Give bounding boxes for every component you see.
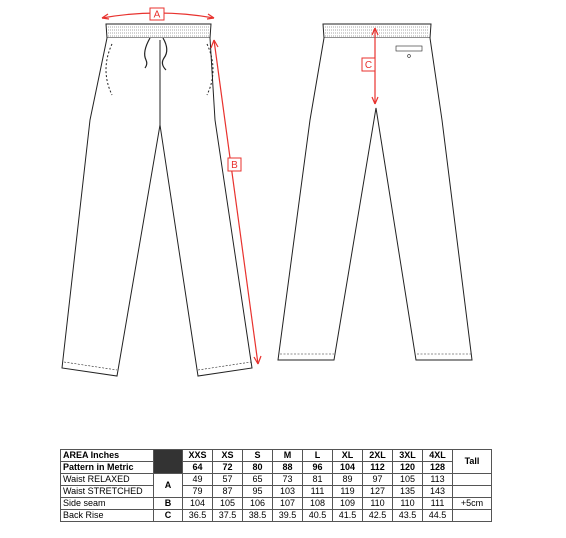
table-cell: 110 [363, 498, 393, 510]
header-dark-cell [154, 450, 183, 474]
metric-row [61, 462, 492, 474]
marker-a-label: A [153, 9, 161, 21]
table-cell: 89 [333, 474, 363, 486]
table-cell: 95 [243, 486, 273, 498]
table-row [61, 498, 492, 510]
table-cell: 42.5 [363, 510, 393, 522]
row-label: Waist RELAXED [61, 474, 154, 486]
metric-cell: 72 [213, 462, 243, 474]
front-view-pants [62, 24, 252, 376]
table-row [61, 510, 492, 522]
table-cell: 44.5 [423, 510, 453, 522]
metric-cell: 80 [243, 462, 273, 474]
tall-cell: +5cm [453, 498, 492, 510]
row-code: A [154, 474, 183, 498]
table-cell: 110 [393, 498, 423, 510]
row-label: Side seam [61, 498, 154, 510]
table-cell: 40.5 [303, 510, 333, 522]
table-cell: 135 [393, 486, 423, 498]
size-l: L [303, 450, 333, 462]
table-cell: 127 [363, 486, 393, 498]
size-chart-table [60, 449, 492, 522]
size-xxs: XXS [183, 450, 213, 462]
table-cell: 39.5 [273, 510, 303, 522]
metric-label: Pattern in Metric [61, 462, 154, 474]
size-4xl: 4XL [423, 450, 453, 462]
table-cell: 79 [183, 486, 213, 498]
table-cell: 108 [303, 498, 333, 510]
table-cell: 36.5 [183, 510, 213, 522]
metric-cell: 112 [363, 462, 393, 474]
tall-header: Tall [453, 450, 492, 474]
table-cell: 109 [333, 498, 363, 510]
marker-c-label: C [364, 60, 373, 71]
size-s: S [243, 450, 273, 462]
table-cell: 105 [213, 498, 243, 510]
table-cell: 49 [183, 474, 213, 486]
metric-cell: 88 [273, 462, 303, 474]
table-cell: 43.5 [393, 510, 423, 522]
size-xs: XS [213, 450, 243, 462]
row-code: C [154, 510, 183, 522]
row-label: Back Rise [61, 510, 154, 522]
measure-a [102, 8, 214, 21]
table-cell: 57 [213, 474, 243, 486]
table-cell: 105 [393, 474, 423, 486]
marker-b-label: B [231, 160, 238, 171]
table-row [61, 474, 492, 486]
table-cell: 104 [183, 498, 213, 510]
table-cell: 41.5 [333, 510, 363, 522]
size-xl: XL [333, 450, 363, 462]
table-cell: 111 [303, 486, 333, 498]
table-cell: 87 [213, 486, 243, 498]
table-header-row [61, 450, 492, 462]
table-cell: 97 [363, 474, 393, 486]
table-cell: 113 [423, 474, 453, 486]
metric-cell: 120 [393, 462, 423, 474]
table-cell: 119 [333, 486, 363, 498]
size-2xl: 2XL [363, 450, 393, 462]
table-cell: 107 [273, 498, 303, 510]
metric-cell: 96 [303, 462, 333, 474]
size-3xl: 3XL [393, 450, 423, 462]
row-label: Waist STRETCHED [61, 486, 154, 498]
metric-cell: 104 [333, 462, 363, 474]
table-cell: 37.5 [213, 510, 243, 522]
table-cell: 103 [273, 486, 303, 498]
table-row [61, 486, 492, 498]
table-cell: 65 [243, 474, 273, 486]
tall-cell [453, 486, 492, 498]
tall-cell [453, 510, 492, 522]
metric-cell: 128 [423, 462, 453, 474]
table-cell: 111 [423, 498, 453, 510]
tall-cell [453, 474, 492, 486]
table-cell: 143 [423, 486, 453, 498]
row-code: B [154, 498, 183, 510]
table-cell: 38.5 [243, 510, 273, 522]
table-cell: 73 [273, 474, 303, 486]
size-m: M [273, 450, 303, 462]
header-label: AREA Inches [61, 450, 154, 462]
table-cell: 81 [303, 474, 333, 486]
metric-cell: 64 [183, 462, 213, 474]
table-cell: 106 [243, 498, 273, 510]
